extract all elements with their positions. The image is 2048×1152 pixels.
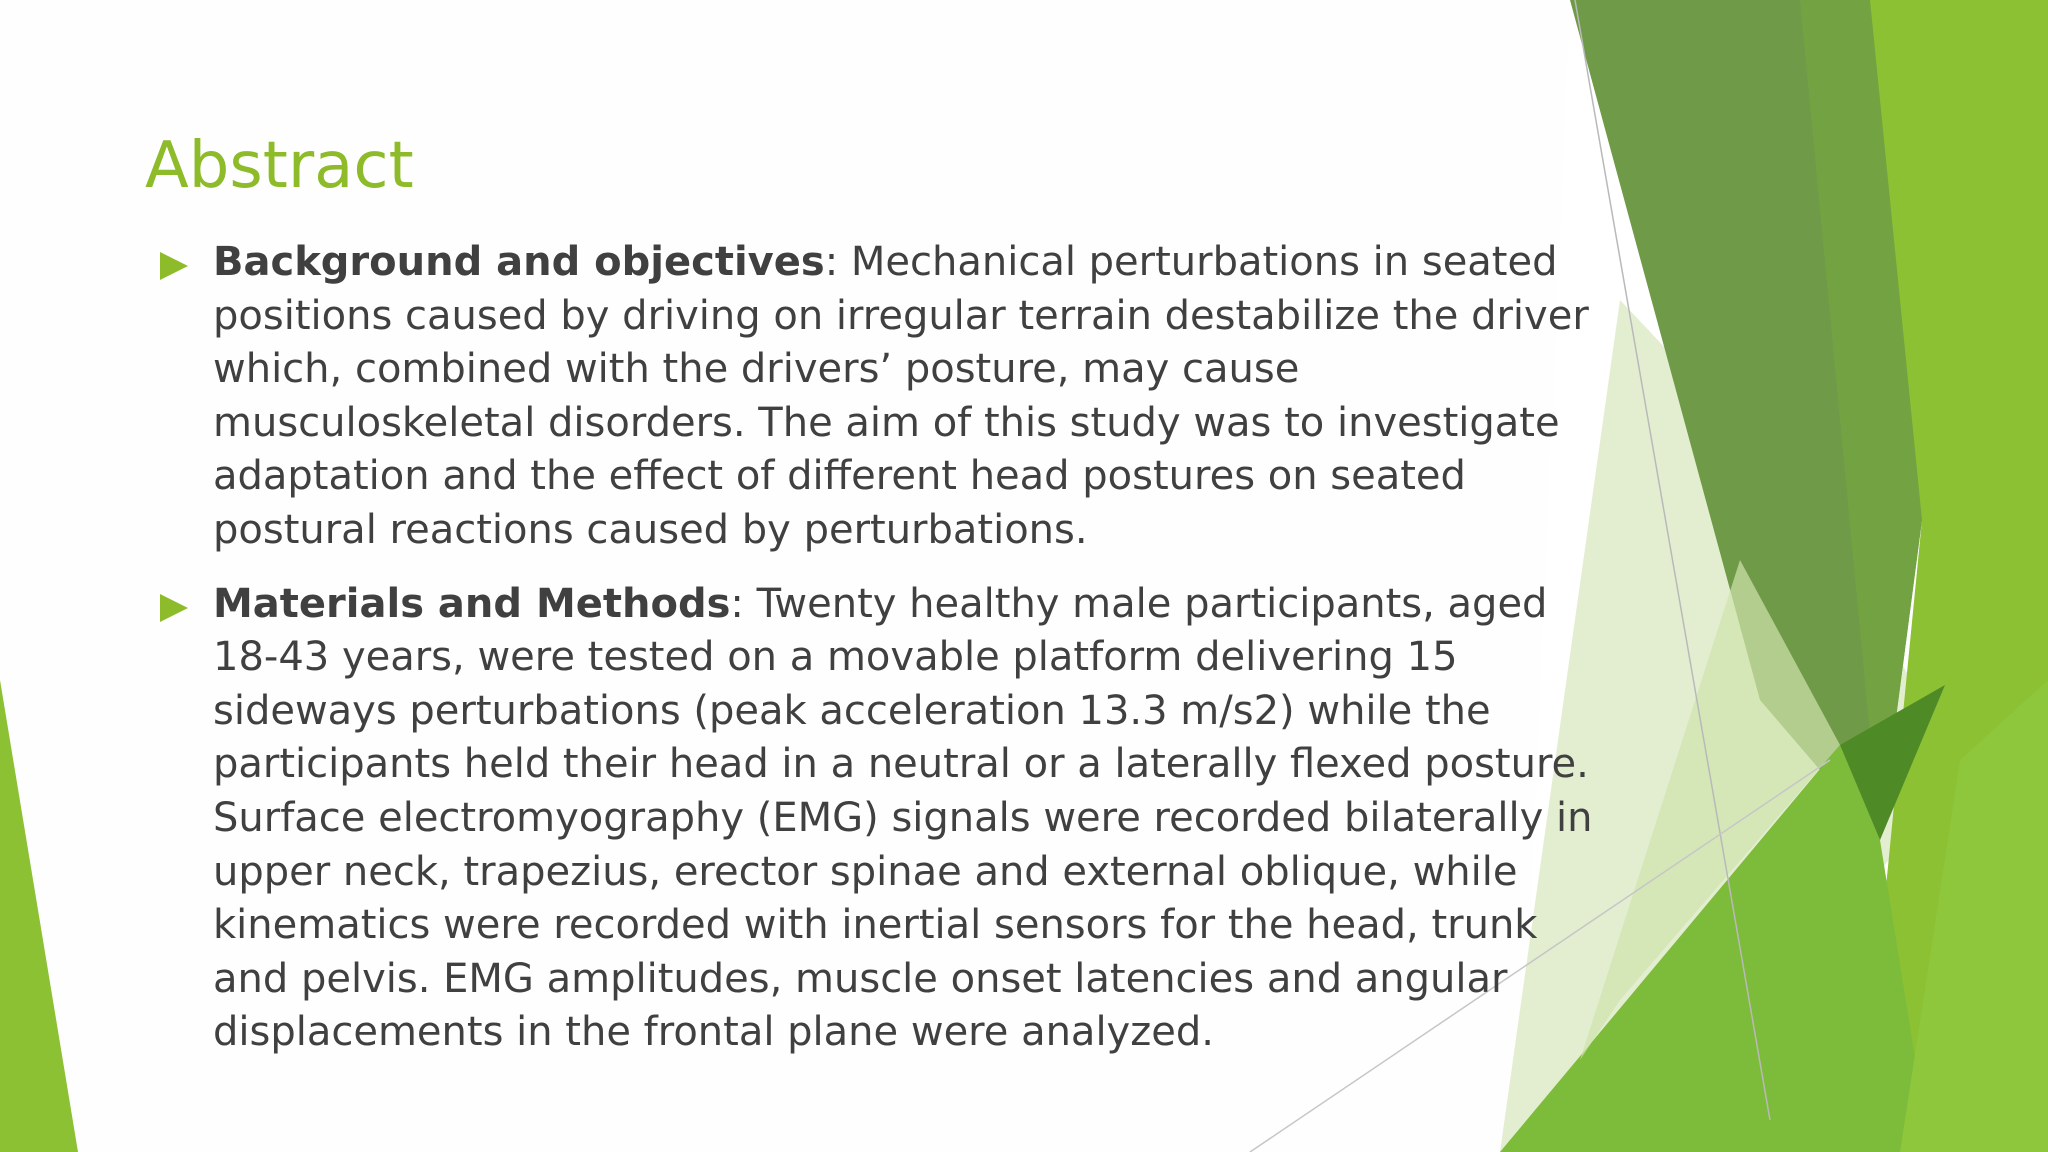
slide-title: Abstract bbox=[145, 129, 414, 203]
bullet-methods bbox=[145, 578, 1595, 1060]
bullet-arrow-icon bbox=[160, 252, 188, 280]
bullet-body: Mechanical perturbations in seated positions caused by driving on irregular terrain destabilize the driver which, combined with the drivers’ posture, may cause musculoskeletal disorders. The aim of this study was to investigate adaptation and the effect of different head postures on seated postural reactions caused by perturbations. bbox=[213, 239, 1589, 553]
bullet-heading: Materials and Methods bbox=[213, 580, 731, 627]
bullet-body: Twenty healthy male participants, aged 18-43 years, were tested on a movable platform delivering 15 sideways perturbations (peak acceleration 13.3 m/s2) while the participants held their head in a neutral or a laterally flexed posture. Surface electromyography (EMG) signals were recorded bilaterally in upper neck, trapezius, erector spinae and external oblique, while kinematics were recorded with inertial sensors for the head, trunk and pelvis. EMG amplitudes, muscle onset latencies and angular displacements in the frontal plane were analyzed. bbox=[213, 580, 1593, 1056]
shape-left-sliver bbox=[0, 680, 78, 1152]
bullet-arrow-icon bbox=[160, 594, 188, 622]
bullet-separator: : bbox=[730, 580, 757, 627]
bullet-heading: Background and objectives bbox=[213, 239, 825, 285]
bullet-separator: : bbox=[824, 239, 851, 285]
bullet-background bbox=[145, 236, 1595, 558]
bullet-list bbox=[145, 236, 1595, 1080]
